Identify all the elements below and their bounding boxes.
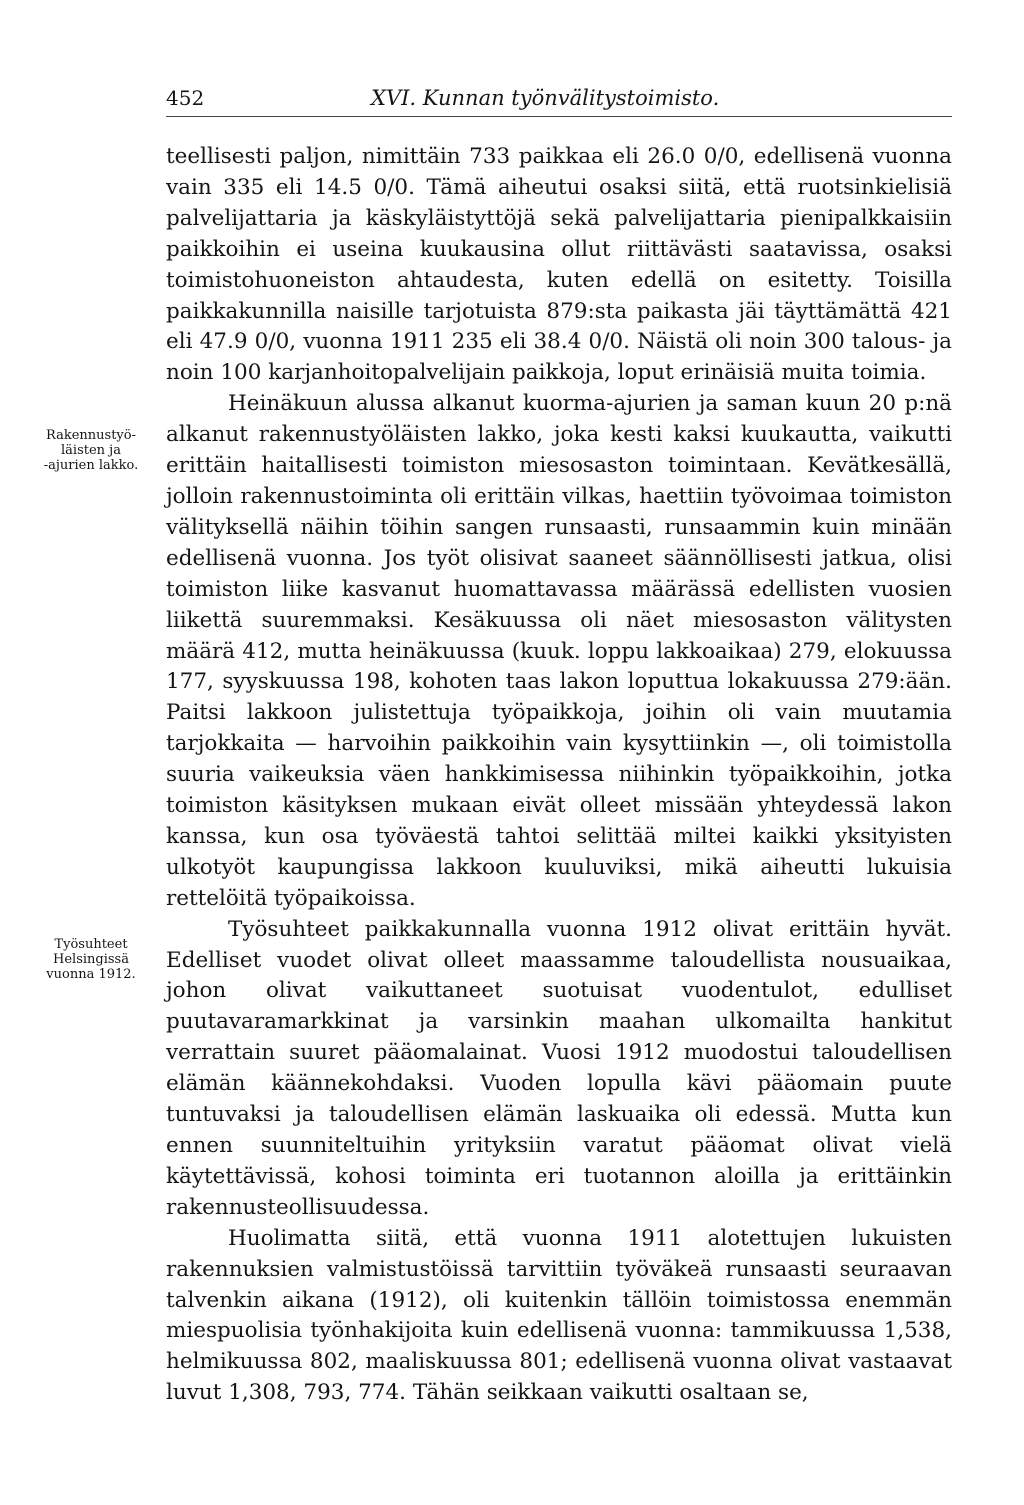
body-text: [166, 142, 952, 1409]
paragraph-strike: Heinäkuun alussa alkanut kuorma-ajurien ja saman kuun 20 p:nä alkanut rakennustyöläisten lakko, joka kesti kaksi kuukautta, vaikutti erittäin haitallisesti toimiston miesosaston toimintaan. Kevätkesällä, jolloin rakennustoiminta oli erittäin vilkas, haettiin työvoimaa toimiston välityksellä näihin töihin sangen runsaasti, runsaammin kuin minään edellisenä vuonna. Jos työt olisivat saaneet säännöllisesti jatkua, olisi toimiston liike kasvanut huomattavassa määrässä edellisten vuosien liikettä suuremmaksi. Kesäkuussa oli näet miesosaston välitysten määrä 412, mutta heinäkuussa (kuuk. loppu lakkoaikaa) 279, elokuussa 177, syyskuussa 198, kohoten taas lakon loputtua lokakuussa 279:ään. Paitsi lakkoon julistettuja työpaikkoja, joihin oli vain muutamia tarjokkaita — harvoihin paikkoihin vain kysyttiinkin —, oli toimistolla suuria vaikeuksia väen hankkimisessa niihinkin työpaikkoihin, jotka toimiston käsityksen mukaan eivät olleet missään yhteydessä lakon kanssa, kun osa työväestä tahtoi selittää miltei kaikki yksityisten ulkotyöt kaupungissa lakkoon kuuluviksi, mikä aiheutti lukuisia rettelöitä työpaikoissa.: [166, 391, 952, 911]
margin-note-line: läisten ja: [61, 443, 121, 458]
margin-note-strike: [32, 428, 150, 473]
margin-note-working-conditions: [32, 937, 150, 982]
running-title: XVI. Kunnan työnvälitystoimisto.: [371, 86, 720, 110]
margin-note-line: vuonna 1912.: [46, 967, 136, 982]
page-header: [166, 82, 952, 117]
paragraph-continuation: teellisesti paljon, nimittäin 733 paikkaa eli 26.0 0/0, edellisenä vuonna vain 335 eli 14.5 0/0. Tämä aiheutui osaksi siitä, että ruotsinkielisiä palvelijattaria ja käskyläistyttöjä sekä palvelijattaria pienipalkkaisiin paikkoihin ei useina kuukausina ollut riittävästi saatavissa, osaksi toimistohuoneiston ahtaudesta, kuten edellä on esitetty. Toisilla paikkakunnilla naisille tarjotuista 879:sta paikasta jäi täyttämättä 421 eli 47.9 0/0, vuonna 1911 235 eli 38.4 0/0. Näistä oli noin 300 talous- ja noin 100 karjanhoitopalvelijain paikkoja, loput erinäisiä muita toimia.: [166, 144, 952, 386]
paragraph-working-conditions: Työsuhteet paikkakunnalla vuonna 1912 olivat erittäin hyvät. Edelliset vuodet olivat olleet maassamme taloudellista nousuaikaa, johon olivat vaikuttaneet suotuisat vuodentulot, edulliset puutavaramarkkinat ja varsinkin maahan ulkomailta hankitut verrattain suuret pääomalainat. Vuosi 1912 muodostui taloudellisen elämän käännekohdaksi. Vuoden lopulla kävi pääomain puute tuntuvaksi ja taloudellisen elämän laskuaika oli edessä. Mutta kun ennen suunniteltuihin yrityksiin varatut pääomat olivat vielä käytettävissä, kohosi toiminta eri tuotannon aloilla ja erittäinkin rakennusteollisuudessa.: [166, 916, 952, 1220]
margin-note-line: Työsuhteet: [54, 937, 128, 952]
margin-note-line: Rakennustyö-: [46, 428, 136, 443]
margin-note-line: -ajurien lakko.: [43, 458, 139, 473]
paragraph-job-seekers: Huolimatta siitä, että vuonna 1911 alotettujen lukuisten rakennuksien valmistustöissä tarvittiin työväkeä runsaasti seuraavan talvenkin aikana (1912), oli kuitenkin tällöin toimistossa enemmän miespuolisia työnhakijoita kuin edellisenä vuonna: tammikuussa 1,538, helmikuussa 802, maaliskuussa 801; edellisenä vuonna olivat vastaavat luvut 1,308, 793, 774. Tähän seikkaan vaikutti osaltaan se,: [166, 1225, 952, 1406]
page-number: 452: [166, 86, 205, 110]
margin-note-line: Helsingissä: [53, 952, 129, 967]
